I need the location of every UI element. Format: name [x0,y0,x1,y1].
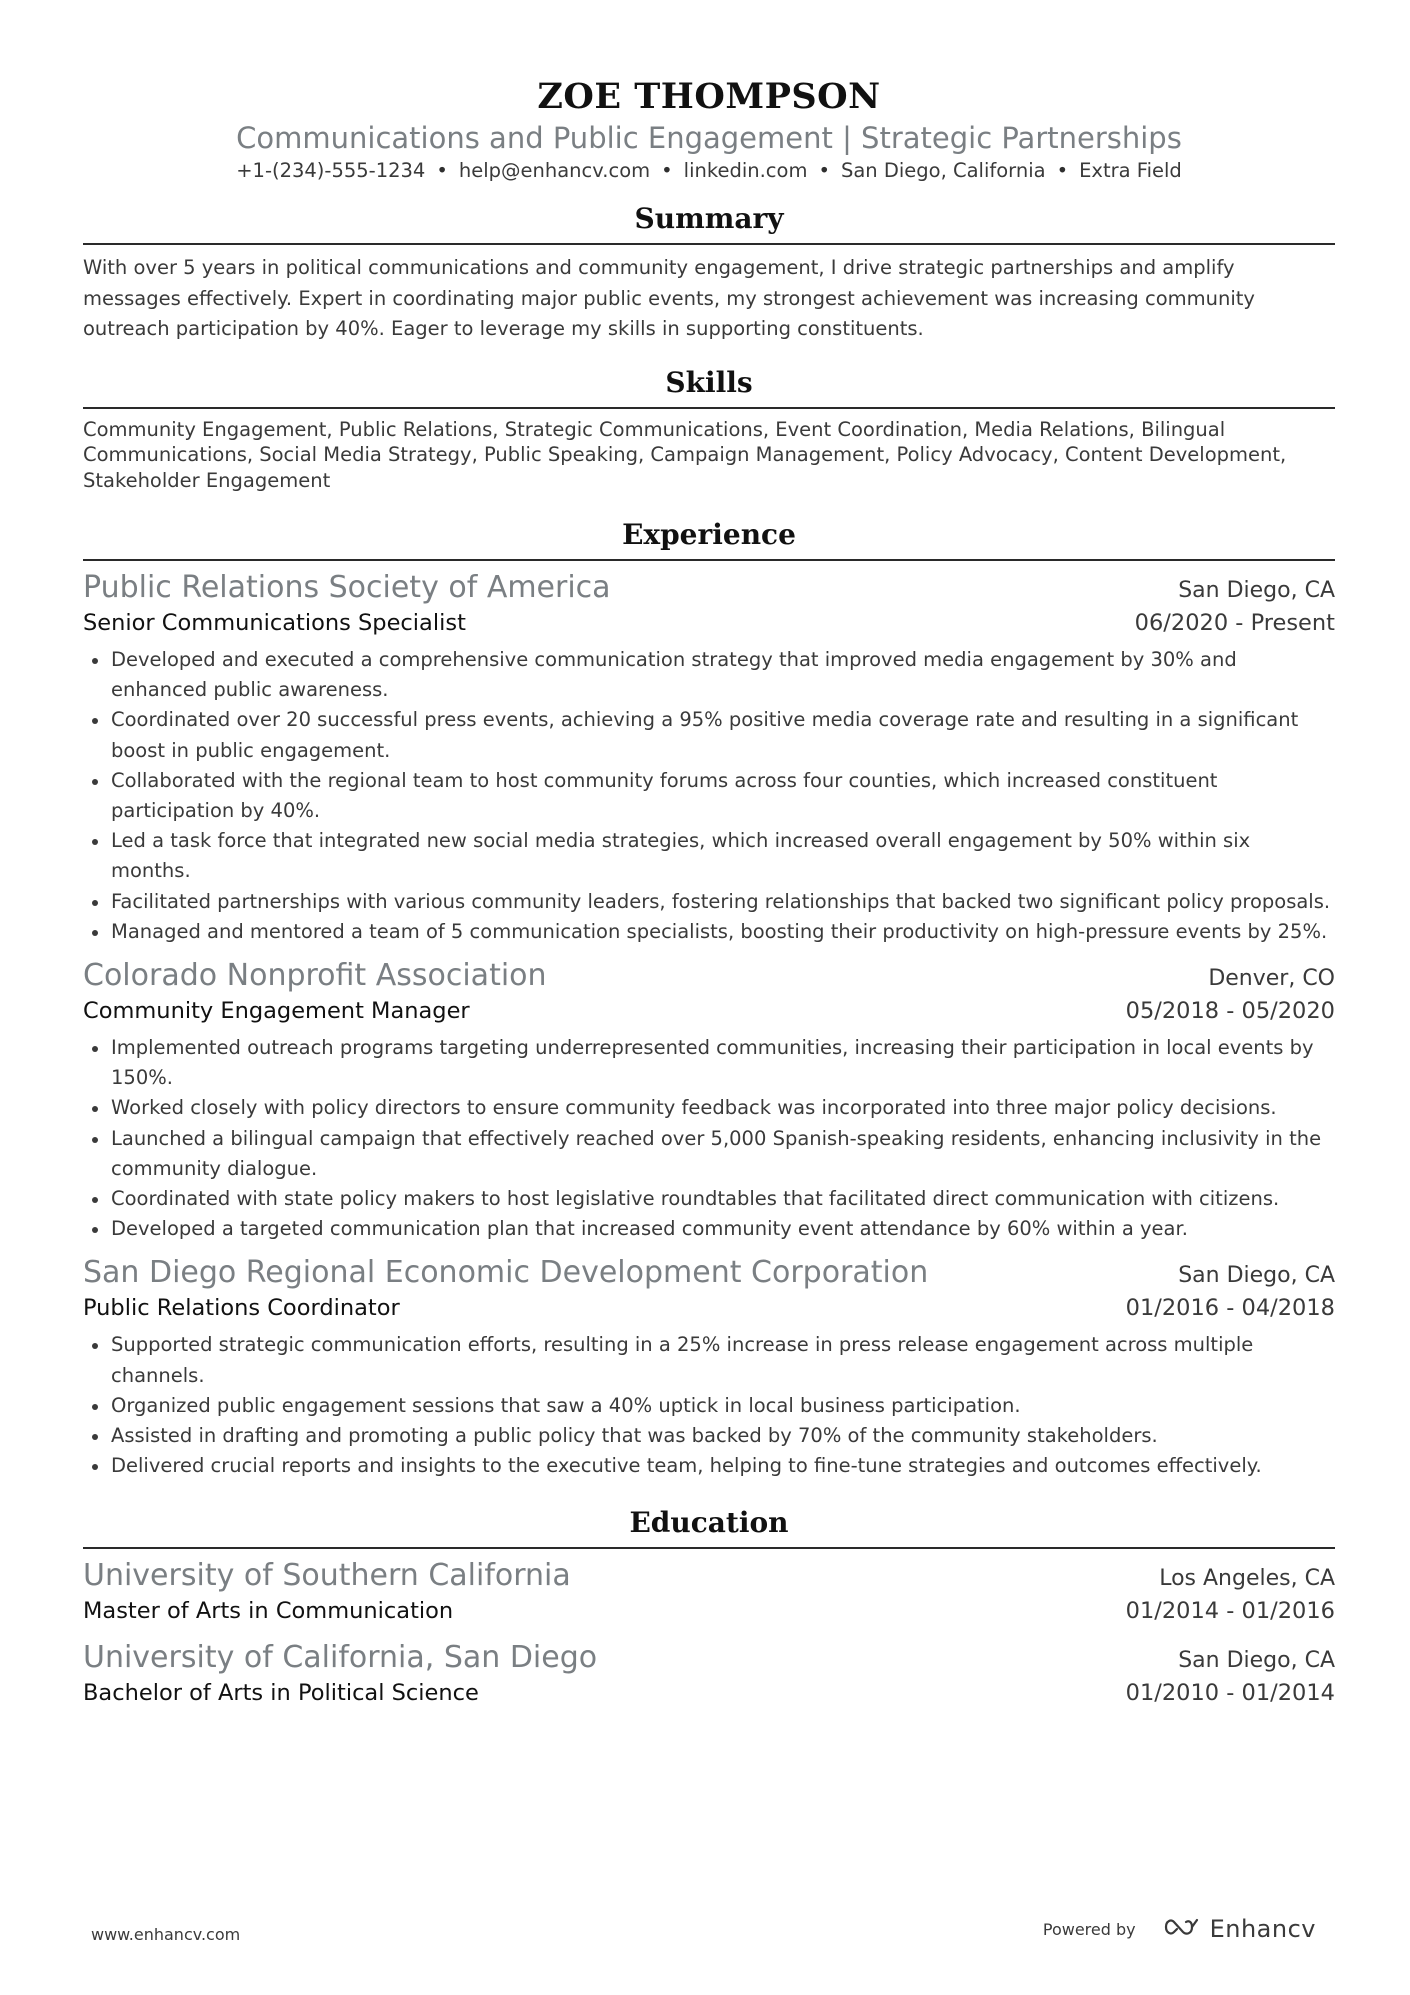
entry-header [83,1639,1335,1677]
footer-website-link[interactable]: www.enhancv.com [91,1925,241,1944]
education-title: Education [83,1505,1335,1549]
entry-location: San Diego, CA [1178,1648,1335,1674]
education-section [83,1505,1335,1709]
entry-dates: 01/2016 - 04/2018 [1125,1295,1335,1322]
contact-extra-field: Extra Field [1079,159,1182,182]
entry-dates: 01/2010 - 01/2014 [1125,1680,1335,1707]
entry-location: San Diego, CA [1178,578,1335,603]
list-item: Managed and mentored a team of 5 communication specialists, boosting their productivity on high-pressure events by 25%. [83,917,1335,947]
entry-subheader [83,1595,1335,1627]
job-title: Public Relations Coordinator [83,1295,400,1322]
contact-separator: • [1056,159,1069,182]
entry-subheader [83,1677,1335,1709]
contact-separator: • [818,159,830,182]
resume-header [83,76,1335,184]
list-item: Supported strategic communication efforts, resulting in a 25% increase in press release engagement across multiple channels. [83,1330,1335,1390]
list-item: Assisted in drafting and promoting a public policy that was backed by 70% of the community stakeholders. [83,1421,1335,1451]
contact-separator: • [661,159,673,182]
entry-dates: 05/2018 - 05/2020 [1125,998,1335,1025]
experience-entry [83,957,1335,1244]
degree-name: Master of Arts in Communication [83,1598,454,1625]
entry-location: San Diego, CA [1178,1263,1335,1289]
entry-header [83,957,1335,995]
organization-name: Public Relations Society of America [83,570,611,605]
achievement-list [83,1033,1335,1244]
list-item: Developed a targeted communication plan that increased community event attendance by 60% within a year. [83,1214,1335,1244]
skills-text: Community Engagement, Public Relations, Strategic Communications, Event Coordination, Media Relations, Bilingual Communications, Social Media Strategy, Public Speaking, Campaign Management, Policy Advocacy, Content Development, Stakeholder Engagement [83,417,1287,492]
experience-entry [83,569,1335,947]
list-item: Developed and executed a comprehensive communication strategy that improved media engagement by 30% and enhanced public awareness. [83,645,1335,705]
list-item: Organized public engagement sessions that saw a 40% uptick in local business participation. [83,1391,1335,1421]
entry-dates: 01/2014 - 01/2016 [1125,1598,1335,1625]
contact-line [83,158,1335,184]
list-item: Facilitated partnerships with various community leaders, fostering relationships that backed two significant policy proposals. [83,887,1335,917]
education-entry [83,1557,1335,1627]
powered-by-label: Powered by [1042,1919,1136,1939]
summary-section [83,201,1335,345]
skills-title: Skills [83,365,1335,409]
contact-location: San Diego, California [840,159,1046,182]
achievement-list [83,645,1335,947]
summary-text: With over 5 years in political communications and community engagement, I drive strategic partnerships and amplify messages effectively. Expert in coordinating major public events, my strongest achievement was increasing community outreach participation by 40%. Eager to leverage my skills in supporting constituents. [83,256,1255,340]
summary-title: Summary [83,201,1335,245]
footer-branding [1043,1915,1316,1943]
entry-location: Los Angeles, CA [1159,1566,1335,1592]
brand-name: Enhancv [1209,1915,1316,1943]
entry-header [83,1557,1335,1595]
organization-name: Colorado Nonprofit Association [83,958,547,994]
contact-linkedin: linkedin.com [683,159,808,182]
experience-title: Experience [83,517,1335,561]
institution-name: University of Southern California [83,1558,571,1594]
experience-section [83,517,1335,1481]
job-title: Senior Communications Specialist [83,610,466,636]
institution-name: University of California, San Diego [83,1640,598,1676]
entry-header [83,569,1335,607]
experience-entry [83,1254,1335,1481]
list-item: Delivered crucial reports and insights to the executive team, helping to fine-tune strategies and outcomes effectively. [83,1451,1335,1481]
list-item: Worked closely with policy directors to ensure community feedback was incorporated into three major policy decisions. [83,1093,1335,1123]
degree-name: Bachelor of Arts in Political Science [83,1680,479,1707]
job-title: Community Engagement Manager [83,998,470,1025]
list-item: Launched a bilingual campaign that effectively reached over 5,000 Spanish-speaking residents, enhancing inclusivity in the community dialogue. [83,1124,1335,1184]
enhancv-logo-icon [1162,1916,1202,1942]
entry-header [83,1254,1335,1292]
contact-separator: • [436,159,448,182]
entry-subheader [83,607,1335,639]
candidate-name: ZOE THOMPSON [537,76,881,117]
resume-content [83,76,1335,1709]
skills-section [83,365,1335,494]
entry-dates: 06/2020 - Present [1134,610,1335,636]
contact-email: help@enhancv.com [458,159,651,182]
contact-phone: +1-(234)-555-1234 [236,159,426,182]
entry-subheader [83,995,1335,1027]
list-item: Coordinated over 20 successful press events, achieving a 95% positive media coverage rate and resulting in a significant boost in public engagement. [83,705,1335,765]
list-item: Coordinated with state policy makers to host legislative roundtables that facilitated direct communication with citizens. [83,1184,1335,1214]
list-item: Collaborated with the regional team to host community forums across four counties, which increased constituent participation by 40%. [83,766,1335,826]
list-item: Implemented outreach programs targeting underrepresented communities, increasing their participation in local events by 150%. [83,1033,1335,1093]
candidate-headline: Communications and Public Engagement | Strategic Partnerships [236,121,1182,155]
education-entry [83,1639,1335,1709]
achievement-list [83,1330,1335,1481]
organization-name: San Diego Regional Economic Development Corporation [83,1255,929,1291]
entry-location: Denver, CO [1208,966,1335,992]
list-item: Led a task force that integrated new social media strategies, which increased overall engagement by 50% within six months. [83,826,1335,886]
entry-subheader [83,1292,1335,1324]
